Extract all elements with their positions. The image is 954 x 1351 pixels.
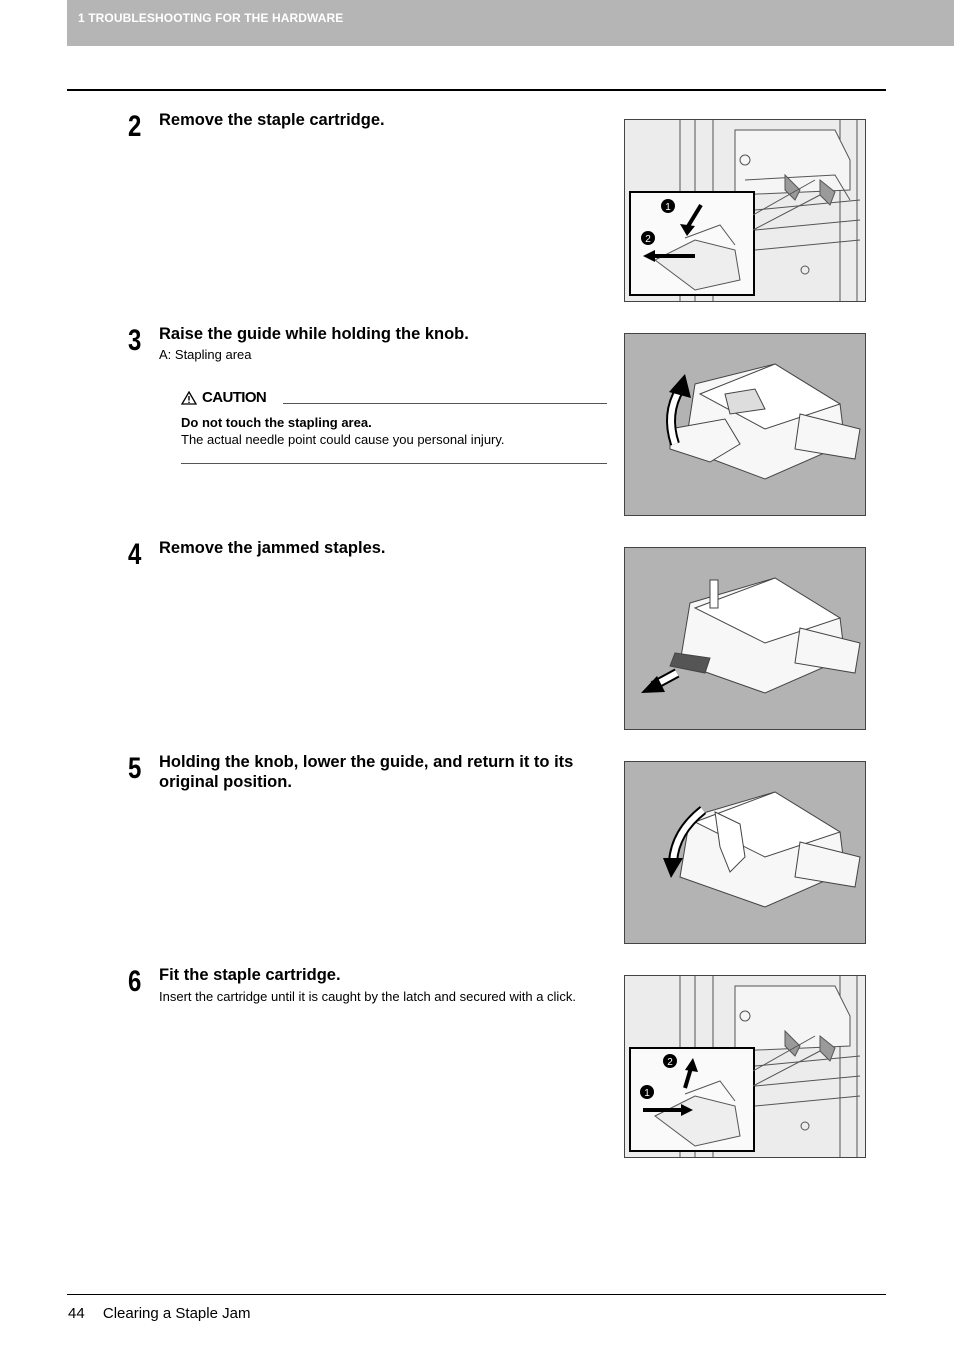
step-number: 2 bbox=[128, 110, 142, 143]
step-number: 5 bbox=[128, 752, 142, 785]
callout-2: 2 bbox=[667, 1057, 673, 1068]
callout-1: 1 bbox=[644, 1088, 650, 1099]
figure-remove-jammed-staples bbox=[624, 547, 866, 730]
step-title: Holding the knob, lower the guide, and return it to its original position. bbox=[159, 753, 574, 791]
caution-label: CAUTION bbox=[202, 389, 267, 406]
step-description: A: Stapling area bbox=[159, 347, 252, 362]
caution-box bbox=[181, 389, 607, 464]
page-number: 44 bbox=[68, 1305, 85, 1322]
section-title: 1 TROUBLESHOOTING FOR THE HARDWARE bbox=[78, 11, 344, 25]
footer bbox=[68, 1305, 250, 1322]
step-number: 6 bbox=[128, 965, 142, 998]
caution-text: The actual needle point could cause you personal injury. bbox=[181, 432, 505, 447]
step-title: Remove the jammed staples. bbox=[159, 539, 386, 557]
step-title: Raise the guide while holding the knob. bbox=[159, 325, 469, 343]
caution-divider bbox=[283, 403, 607, 404]
step-number: 3 bbox=[128, 324, 142, 357]
figure-raise-guide bbox=[624, 333, 866, 516]
figure-fit-cartridge bbox=[624, 975, 866, 1158]
caution-heading: Do not touch the stapling area. bbox=[181, 415, 372, 430]
step-description: Insert the cartridge until it is caught by the latch and secured with a click. bbox=[159, 989, 576, 1004]
warning-triangle-icon bbox=[181, 391, 197, 405]
footer-title: Clearing a Staple Jam bbox=[102, 1305, 251, 1322]
top-rule bbox=[67, 89, 886, 91]
step-title: Remove the staple cartridge. bbox=[159, 111, 385, 129]
figure-lower-guide bbox=[624, 761, 866, 944]
bottom-rule bbox=[67, 1294, 886, 1295]
header-bar bbox=[67, 0, 954, 46]
callout-1: 1 bbox=[665, 202, 671, 213]
step-title: Fit the staple cartridge. bbox=[159, 966, 341, 984]
caution-bottom-rule bbox=[181, 463, 607, 464]
callout-2: 2 bbox=[645, 234, 651, 245]
figure-remove-cartridge bbox=[624, 119, 866, 302]
step-number: 4 bbox=[128, 538, 142, 571]
